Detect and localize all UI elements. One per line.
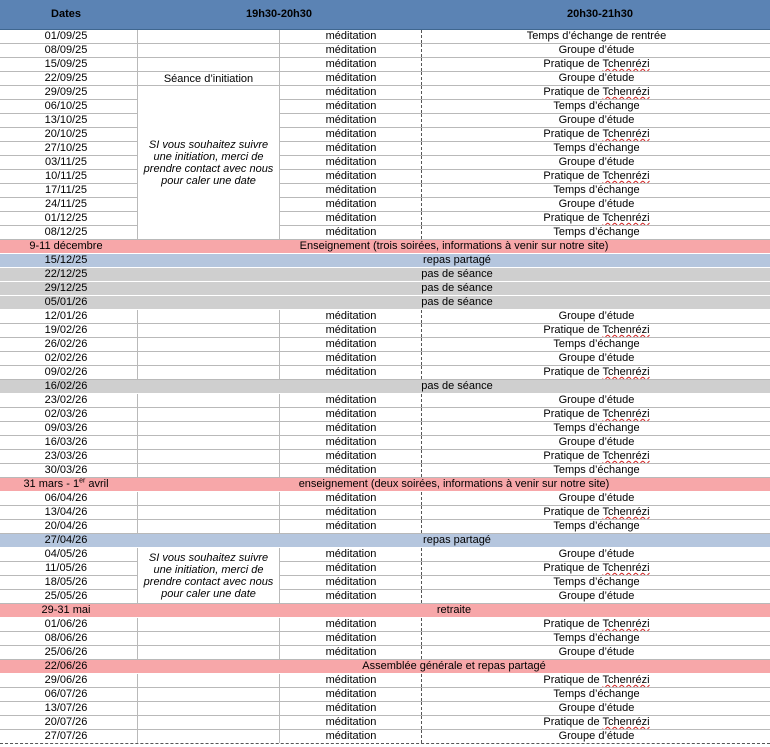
row-date: 06/04/26 <box>44 492 88 504</box>
table-row <box>0 520 770 534</box>
table-row <box>0 142 770 156</box>
row-slot2: Pratique de Tchenrézi <box>421 408 770 421</box>
row-slot1-empty <box>137 646 280 659</box>
table-row <box>0 464 770 478</box>
row-slot1-empty <box>137 30 280 43</box>
row-slot1: méditation <box>279 646 422 659</box>
row-date: 23/03/26 <box>44 450 88 462</box>
row-slot1: méditation <box>279 184 422 197</box>
row-slot1-empty <box>137 352 280 365</box>
row-slot2: Groupe d’étude <box>421 702 770 715</box>
row-slot1: méditation <box>279 100 422 113</box>
row-slot1: méditation <box>279 310 422 323</box>
row-slot2: Groupe d’étude <box>421 730 770 743</box>
row-slot1: méditation <box>279 506 422 519</box>
table-row <box>0 646 770 660</box>
row-slot2: Temps d’échange <box>421 576 770 589</box>
table-row <box>0 212 770 226</box>
row-slot1: méditation <box>279 716 422 729</box>
initiation-contact-note: SI vous souhaitez suivre une initiation, merci de prendre contact avec nous pour caler une date <box>138 548 279 603</box>
row-slot2: Pratique de Tchenrézi <box>421 128 770 141</box>
row-slot1: méditation <box>279 464 422 477</box>
row-slot1: méditation <box>279 450 422 463</box>
table-row-gray <box>0 296 770 310</box>
header-dates: Dates <box>51 8 81 20</box>
row-slot1: méditation <box>279 366 422 379</box>
row-slot2: Groupe d’étude <box>421 590 770 603</box>
row-date: 20/10/25 <box>44 128 88 140</box>
row-event: pas de séance <box>421 282 493 294</box>
row-date: 25/06/26 <box>44 646 88 658</box>
row-slot1-empty <box>137 506 280 519</box>
table-row <box>0 548 770 562</box>
row-slot1-empty <box>137 632 280 645</box>
row-slot1-empty <box>137 520 280 533</box>
row-date: 18/05/26 <box>44 576 88 588</box>
row-date: 13/07/26 <box>44 702 88 714</box>
row-event: pas de séance <box>421 268 493 280</box>
row-slot1-empty <box>137 324 280 337</box>
table-row <box>0 506 770 520</box>
table-row <box>0 576 770 590</box>
row-event: repas partagé <box>423 534 491 546</box>
row-slot1: méditation <box>279 702 422 715</box>
table-row-pink <box>0 478 770 492</box>
row-slot2: Groupe d’étude <box>421 394 770 407</box>
table-row <box>0 128 770 142</box>
table-row-gray <box>0 282 770 296</box>
row-date: 05/01/26 <box>44 296 88 308</box>
table-row-pink <box>0 660 770 674</box>
row-slot2: Temps d’échange de rentrée <box>421 30 770 43</box>
header-row <box>0 0 770 30</box>
table-row <box>0 730 770 744</box>
row-slot1: méditation <box>279 156 422 169</box>
row-slot2: Temps d’échange <box>421 226 770 239</box>
table-row <box>0 352 770 366</box>
row-slot1: méditation <box>279 408 422 421</box>
row-slot1: méditation <box>279 226 422 239</box>
row-slot1: méditation <box>279 562 422 575</box>
row-date: 06/10/25 <box>44 100 88 112</box>
row-slot2: Groupe d’étude <box>421 114 770 127</box>
header-slot-2: 20h30-21h30 <box>566 8 634 20</box>
table-row <box>0 394 770 408</box>
row-date: 02/03/26 <box>44 408 88 420</box>
row-date: 19/02/26 <box>44 324 88 336</box>
row-event: retraite <box>436 604 472 616</box>
row-slot2: Pratique de Tchenrézi <box>421 674 770 687</box>
row-date: 22/09/25 <box>44 72 88 84</box>
table-row <box>0 590 770 604</box>
row-date: 15/09/25 <box>44 58 88 70</box>
row-slot2: Temps d’échange <box>421 184 770 197</box>
row-slot2: Temps d’échange <box>421 464 770 477</box>
row-date: 06/07/26 <box>44 688 88 700</box>
row-date: 12/01/26 <box>44 310 88 322</box>
table-row <box>0 338 770 352</box>
row-slot1: méditation <box>279 30 422 43</box>
row-slot1: méditation <box>279 128 422 141</box>
table-row <box>0 436 770 450</box>
row-slot2: Pratique de Tchenrézi <box>421 562 770 575</box>
row-date: 27/04/26 <box>44 534 88 546</box>
row-date: 02/02/26 <box>44 352 88 364</box>
table-row <box>0 184 770 198</box>
row-slot1: méditation <box>279 212 422 225</box>
initiation-session-note: Séance d’initiation <box>138 72 279 85</box>
table-row <box>0 324 770 338</box>
table-row <box>0 366 770 380</box>
row-slot2: Pratique de Tchenrézi <box>421 170 770 183</box>
row-slot2: Groupe d’étude <box>421 646 770 659</box>
table-row <box>0 492 770 506</box>
table-row <box>0 58 770 72</box>
table-row <box>0 72 770 86</box>
row-slot1-empty <box>137 618 280 631</box>
row-slot2: Groupe d’étude <box>421 44 770 57</box>
table-row-gray <box>0 268 770 282</box>
row-slot2: Groupe d’étude <box>421 156 770 169</box>
row-slot1: méditation <box>279 492 422 505</box>
row-slot2: Pratique de Tchenrézi <box>421 86 770 99</box>
row-slot1: méditation <box>279 422 422 435</box>
row-slot1-empty <box>137 492 280 505</box>
table-row-blue <box>0 254 770 268</box>
row-slot2: Groupe d’étude <box>421 310 770 323</box>
row-date: 11/05/26 <box>44 562 87 574</box>
row-slot2: Groupe d’étude <box>421 72 770 85</box>
row-date: 29/12/25 <box>44 282 88 294</box>
row-slot1: méditation <box>279 44 422 57</box>
row-event: pas de séance <box>421 296 493 308</box>
row-date: 13/04/26 <box>44 506 88 518</box>
row-slot1: méditation <box>279 58 422 71</box>
row-slot2: Temps d’échange <box>421 100 770 113</box>
row-slot2: Groupe d’étude <box>421 492 770 505</box>
row-date: 01/09/25 <box>44 30 88 42</box>
row-slot1: méditation <box>279 324 422 337</box>
row-slot2: Temps d’échange <box>421 688 770 701</box>
table-row-blue <box>0 534 770 548</box>
row-slot1: méditation <box>279 520 422 533</box>
table-row <box>0 408 770 422</box>
row-slot1: méditation <box>279 632 422 645</box>
row-slot1-empty <box>137 394 280 407</box>
row-date: 08/09/25 <box>44 44 88 56</box>
row-event: pas de séance <box>421 380 493 392</box>
row-slot1: méditation <box>279 114 422 127</box>
row-slot1-empty <box>137 730 280 743</box>
table-row <box>0 170 770 184</box>
table-row <box>0 100 770 114</box>
row-slot2: Pratique de Tchenrézi <box>421 506 770 519</box>
row-slot1: méditation <box>279 436 422 449</box>
row-slot1-empty <box>137 58 280 71</box>
row-slot2: Groupe d’étude <box>421 548 770 561</box>
row-slot1: méditation <box>279 170 422 183</box>
row-slot2: Groupe d’étude <box>421 352 770 365</box>
row-slot1-empty <box>137 702 280 715</box>
row-date: 24/11/25 <box>44 198 87 210</box>
row-slot1-empty <box>137 44 280 57</box>
table-row <box>0 198 770 212</box>
header-slot-1: 19h30-20h30 <box>245 8 313 20</box>
row-date: 27/07/26 <box>44 730 88 742</box>
row-slot1: méditation <box>279 730 422 743</box>
row-slot2: Pratique de Tchenrézi <box>421 212 770 225</box>
row-slot1-empty <box>137 408 280 421</box>
row-slot2: Groupe d’étude <box>421 198 770 211</box>
row-slot1: méditation <box>279 674 422 687</box>
row-date: 23/02/26 <box>44 394 88 406</box>
row-slot1: méditation <box>279 576 422 589</box>
table-row <box>0 30 770 44</box>
row-slot1-empty <box>137 674 280 687</box>
row-date: 01/12/25 <box>44 212 88 224</box>
row-slot1: méditation <box>279 590 422 603</box>
row-date: 17/11/25 <box>44 184 87 196</box>
row-date: 09/03/26 <box>44 422 88 434</box>
row-event: enseignement (deux soirées, informations à venir sur notre site) <box>298 478 610 490</box>
row-slot2: Pratique de Tchenrézi <box>421 324 770 337</box>
table-row <box>0 674 770 688</box>
row-date: 31 mars - 1er avril <box>23 478 109 490</box>
table-row <box>0 618 770 632</box>
row-slot1: méditation <box>279 72 422 85</box>
row-slot1: méditation <box>279 198 422 211</box>
row-date: 27/10/25 <box>44 142 88 154</box>
table-row <box>0 716 770 730</box>
table-row <box>0 632 770 646</box>
table-row <box>0 114 770 128</box>
row-date: 20/04/26 <box>44 520 88 532</box>
row-slot2: Pratique de Tchenrézi <box>421 618 770 631</box>
row-date: 30/03/26 <box>44 464 88 476</box>
row-slot2: Temps d’échange <box>421 142 770 155</box>
row-date: 08/12/25 <box>44 226 88 238</box>
row-date: 9-11 décembre <box>29 240 103 252</box>
row-date: 10/11/25 <box>44 170 87 182</box>
row-slot1-empty <box>137 450 280 463</box>
table-row <box>0 450 770 464</box>
row-date: 29/09/25 <box>44 86 88 98</box>
table-row <box>0 156 770 170</box>
row-slot1-empty <box>137 422 280 435</box>
table-row <box>0 422 770 436</box>
row-slot1-empty <box>137 716 280 729</box>
row-slot1: méditation <box>279 86 422 99</box>
row-slot1: méditation <box>279 394 422 407</box>
row-date: 16/02/26 <box>44 380 88 392</box>
initiation-contact-note: SI vous souhaitez suivre une initiation, merci de prendre contact avec nous pour caler une date <box>138 86 279 239</box>
row-slot2: Temps d’échange <box>421 422 770 435</box>
row-slot1-empty <box>137 338 280 351</box>
row-slot2: Groupe d’étude <box>421 436 770 449</box>
row-event: repas partagé <box>423 254 491 266</box>
row-slot1: méditation <box>279 142 422 155</box>
table-row-gray <box>0 380 770 394</box>
row-slot2: Temps d’échange <box>421 338 770 351</box>
row-date: 13/10/25 <box>44 114 88 126</box>
table-row <box>0 310 770 324</box>
row-event: Enseignement (trois soirées, informations à venir sur notre site) <box>299 240 609 252</box>
row-slot1-empty <box>137 464 280 477</box>
row-date: 25/05/26 <box>44 590 88 602</box>
row-slot1-empty <box>137 688 280 701</box>
table-row <box>0 86 770 100</box>
table-row <box>0 562 770 576</box>
row-slot1-empty <box>137 310 280 323</box>
row-date: 29-31 mai <box>41 604 91 616</box>
row-slot2: Pratique de Tchenrézi <box>421 58 770 71</box>
row-slot1-empty <box>137 436 280 449</box>
table-row <box>0 702 770 716</box>
row-date: 09/02/26 <box>44 366 88 378</box>
row-slot1: méditation <box>279 352 422 365</box>
row-slot1: méditation <box>279 618 422 631</box>
row-date: 15/12/25 <box>44 254 88 266</box>
row-slot2: Temps d’échange <box>421 520 770 533</box>
table-row <box>0 44 770 58</box>
row-slot2: Temps d’échange <box>421 632 770 645</box>
row-slot2: Pratique de Tchenrézi <box>421 716 770 729</box>
table-row <box>0 226 770 240</box>
row-date: 22/06/26 <box>44 660 88 672</box>
row-slot1: méditation <box>279 338 422 351</box>
row-date: 04/05/26 <box>44 548 88 560</box>
row-date: 22/12/25 <box>44 268 88 280</box>
row-slot2: Pratique de Tchenrézi <box>421 450 770 463</box>
row-date: 26/02/26 <box>44 338 88 350</box>
table-row-pink <box>0 604 770 618</box>
row-slot2: Pratique de Tchenrézi <box>421 366 770 379</box>
row-event: Assemblée générale et repas partagé <box>362 660 546 672</box>
row-date: 08/06/26 <box>44 632 88 644</box>
row-slot1-empty <box>137 366 280 379</box>
row-date: 20/07/26 <box>44 716 88 728</box>
table-row <box>0 688 770 702</box>
row-slot1: méditation <box>279 548 422 561</box>
row-date: 03/11/25 <box>44 156 87 168</box>
row-date: 01/06/26 <box>44 618 88 630</box>
table-row-pink <box>0 240 770 254</box>
row-date: 29/06/26 <box>44 674 88 686</box>
row-date: 16/03/26 <box>44 436 88 448</box>
row-slot1: méditation <box>279 688 422 701</box>
